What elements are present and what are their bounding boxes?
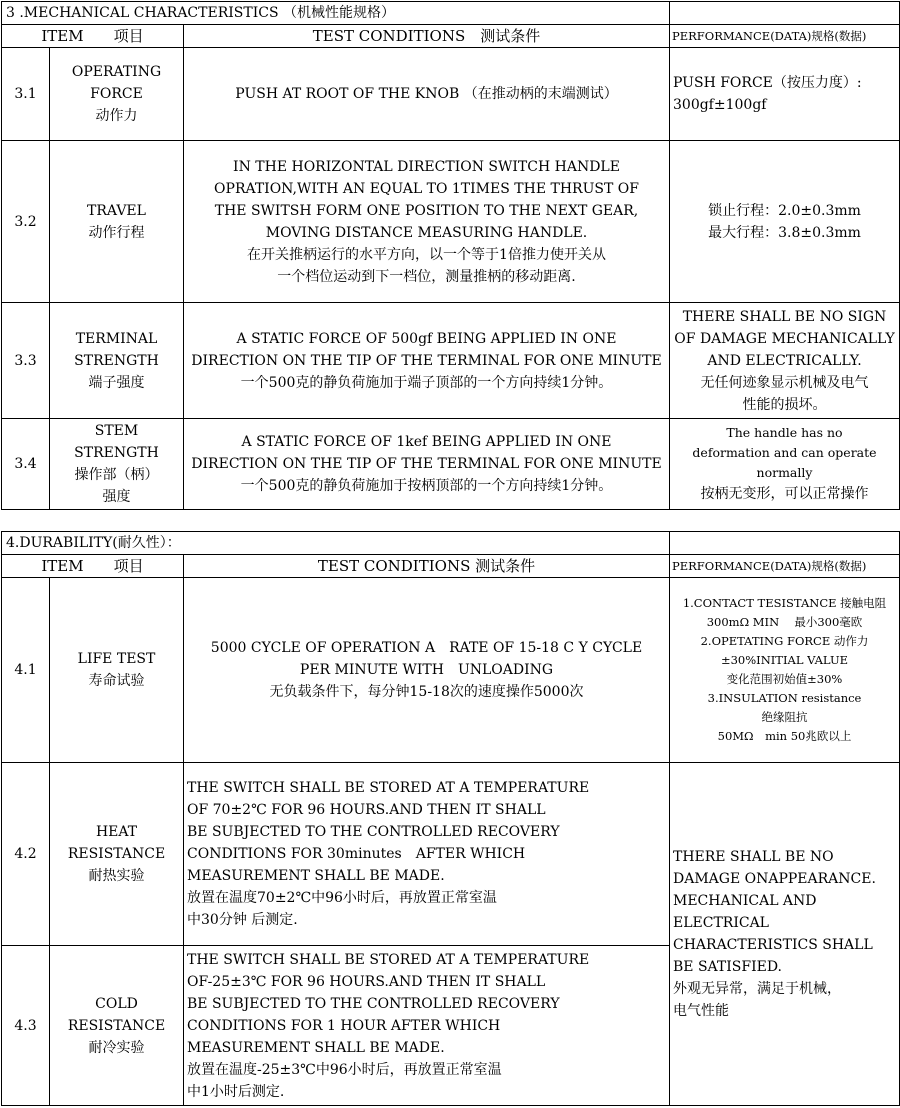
- table-row: [2, 419, 900, 510]
- durability-table: [1, 531, 900, 1106]
- item-number: 3.4: [2, 419, 50, 510]
- header-performance: PERFORMANCE(DATA)规格(数据): [670, 555, 900, 578]
- performance-chinese: 按柄无变形，可以正常操作: [700, 486, 869, 502]
- performance: THERE SHALL BE NO SIGN OF DAMAGE MECHANICALLY AND ELECTRICALLY. 无任何迹象显示机械及电气 性能的损坏。: [670, 303, 900, 419]
- item-name: HEAT RESISTANCE 耐热实验: [50, 763, 184, 946]
- performance-english: The handle has no deformation and can operate normally: [692, 425, 877, 480]
- header-test-conditions: TEST CONDITIONS 测试条件: [184, 555, 670, 578]
- item-name: TRAVEL 动作行程: [50, 141, 184, 303]
- test-conditions: THE SWITCH SHALL BE STORED AT A TEMPERATURE OF 70±2℃ FOR 96 HOURS.AND THEN IT SHALL BE SUBJECTED TO THE CONTROLLED RECOVERY CONDITIONS FOR 30minutes AFTER WHICH MEASUREMENT SHALL BE MADE. 放置在温度70±2℃中96小时后，再放置正常室温 中30分钟 后测定.: [184, 763, 670, 946]
- table-row: [2, 303, 900, 419]
- performance: [670, 419, 900, 510]
- performance: PUSH FORCE（按压力度）: 300gf±100gf: [670, 48, 900, 141]
- test-conditions: 5000 CYCLE OF OPERATION A RATE OF 15-18 C Y CYCLE PER MINUTE WITH UNLOADING 无负载条件下，每分钟15-18次的速度操作5000次: [184, 578, 670, 763]
- item-number: 4.3: [2, 946, 50, 1106]
- test-conditions: PUSH AT ROOT OF THE KNOB （在推动柄的末端测试）: [184, 48, 670, 141]
- header-item: ITEM 项目: [2, 25, 184, 48]
- test-conditions: A STATIC FORCE OF 500gf BEING APPLIED IN ONE DIRECTION ON THE TIP OF THE TERMINAL FOR ONE MINUTE 一个500克的静负荷施加于端子顶部的一个方向持续1分钟。: [184, 303, 670, 419]
- item-number: 3.3: [2, 303, 50, 419]
- test-conditions: IN THE HORIZONTAL DIRECTION SWITCH HANDLE OPRATION,WITH AN EQUAL TO 1TIMES THE THRUST OF THE SWITSH FORM ONE POSITION TO THE NEXT GEAR, MOVING DISTANCE MEASURING HANDLE. 在开关推柄运行的水平方向，以一个等于1倍推力使开关从 一个档位运动到下一档位，测量推柄的移动距离.: [184, 141, 670, 303]
- header-test-conditions: TEST CONDITIONS 测试条件: [184, 25, 670, 48]
- item-name: LIFE TEST 寿命试验: [50, 578, 184, 763]
- item-name: OPERATING FORCE 动作力: [50, 48, 184, 141]
- table-row: [2, 763, 900, 946]
- item-number: 4.2: [2, 763, 50, 946]
- item-name: STEM STRENGTH 操作部（柄） 强度: [50, 419, 184, 510]
- table-row: [2, 48, 900, 141]
- item-number: 4.1: [2, 578, 50, 763]
- item-number: 3.2: [2, 141, 50, 303]
- test-conditions: A STATIC FORCE OF 1kef BEING APPLIED IN ONE DIRECTION ON THE TIP OF THE TERMINAL FOR ONE MINUTE 一个500克的静负荷施加于按柄顶部的一个方向持续1分钟。: [184, 419, 670, 510]
- section-title-blank: [670, 532, 900, 555]
- test-conditions: THE SWITCH SHALL BE STORED AT A TEMPERATURE OF-25±3℃ FOR 96 HOURS.AND THEN IT SHALL BE SUBJECTED TO THE CONTROLLED RECOVERY CONDITIONS FOR 1 HOUR AFTER WHICH MEASUREMENT SHALL BE MADE. 放置在温度-25±3℃中96小时后，再放置正常室温 中1小时后测定.: [184, 946, 670, 1106]
- header-performance: PERFORMANCE(DATA)规格(数据): [670, 25, 900, 48]
- item-name: COLD RESISTANCE 耐冷实验: [50, 946, 184, 1106]
- table-row: [2, 141, 900, 303]
- performance: 1.CONTACT TESISTANCE 接触电阻 300mΩ MIN 最小300毫欧 2.OPETATING FORCE 动作力 ±30%INITIAL VALUE 变化范围初始值±30% 3.INSULATION resistance 绝缘阻抗 50MΩ min 50兆欧以上: [670, 578, 900, 763]
- section-title: 4.DURABILITY(耐久性）：: [2, 532, 670, 555]
- item-name: TERMINAL STRENGTH 端子强度: [50, 303, 184, 419]
- section-title-blank: [670, 2, 900, 25]
- performance: 锁止行程：2.0±0.3mm 最大行程：3.8±0.3mm: [670, 141, 900, 303]
- mechanical-characteristics-table: [1, 1, 900, 510]
- header-item: ITEM 项目: [2, 555, 184, 578]
- table-row: [2, 578, 900, 763]
- performance-shared: THERE SHALL BE NO DAMAGE ONAPPEARANCE. MECHANICAL AND ELECTRICAL CHARACTERISTICS SHALL BE SATISFIED. 外观无异常，满足于机械， 电气性能: [670, 763, 900, 1106]
- item-number: 3.1: [2, 48, 50, 141]
- section-title: 3 .MECHANICAL CHARACTERISTICS （机械性能规格）: [2, 2, 670, 25]
